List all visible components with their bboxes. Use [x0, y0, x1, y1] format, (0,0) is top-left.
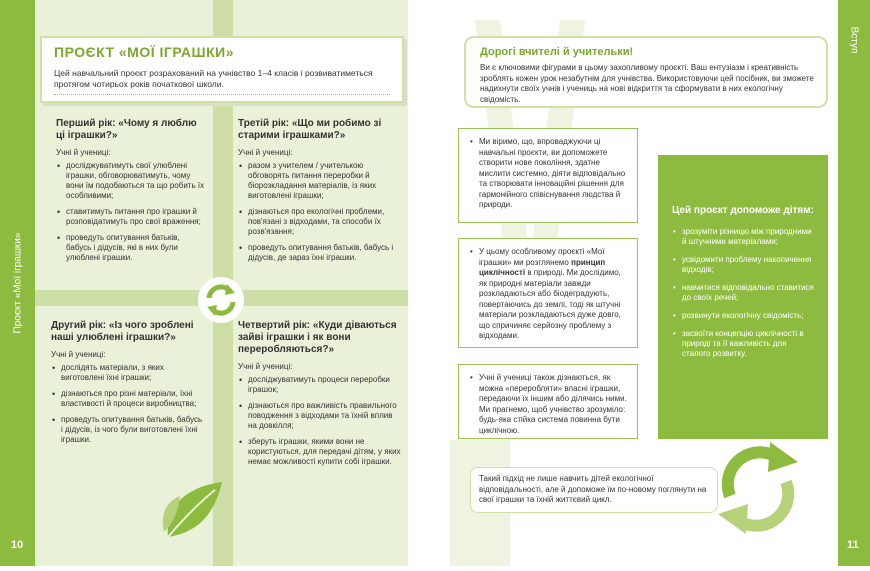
year-4-list [238, 375, 402, 467]
list-item: • проведуть опитування батьків, бабусь і дідусів, із чого були виготовлені їхні іграшки. [61, 415, 206, 445]
callout-cyclicity-post: в природі. Ми дослідимо, як природні матеріали завжди розкладаються або біодеградують, повертаючись до землі, тоді як штучні матеріали розкладаються дуже довго, що спричиняє серйозну проблему з відходами. [479, 268, 621, 340]
page-number-right: 11 [847, 539, 859, 551]
list-item: • дослідять матеріали, з яких виготовлені їхні іграшки; [61, 363, 206, 383]
list-item: • разом з учителем / учителькою обговорять питання переробки й біорозкладання матеріалів, із яких виготовлені іграшки; [248, 161, 400, 201]
callout-recycling [458, 364, 638, 439]
year-2-list [51, 363, 206, 445]
callout-recycling-text: • Учні й учениці також дізнаються, як можна «переробляти» власні іграшки, передаючи їх іншим або ділячись ними. Ми прагнемо, щоб учнівство зрозуміло: будь-яка стійка система повинна бути циклічною. [479, 373, 627, 436]
greeting-title: Дорогі вчителі й учительки! [480, 46, 634, 58]
year-1-list [56, 161, 206, 263]
help-title: Цей проєкт допоможе дітям: [672, 205, 814, 216]
year-4-sub: Учні й учениці: [238, 362, 293, 371]
list-item: • проведуть опитування батьків, бабусь і дідусів, де зараз їхні іграшки. [248, 243, 400, 263]
list-item: • розвинути екологічну свідомість; [682, 311, 814, 321]
callout-belief [458, 128, 638, 223]
project-title-box [40, 36, 404, 103]
year-4-heading: Четвертий рік: «Куди діваються зайві іграшки і як вони переробляються?» [238, 320, 397, 355]
year-2-heading: Другий рік: «Із чого зроблені наші улюблені іграшки?» [51, 320, 194, 343]
project-intro: Цей навчальний проєкт розрахований на учнівство 1–4 класів і розвиватиметься протягом чотирьох років початкової школи. [54, 68, 373, 89]
year-2-block [51, 320, 206, 451]
callout-cyclicity [458, 238, 638, 348]
year-3-block [238, 118, 400, 269]
list-item: • дізнаються про різні матеріали, їхні властивості й процеси виробництва; [61, 389, 206, 409]
right-side-label: Вступ [848, 26, 860, 54]
year-2-sub: Учні й учениці: [51, 350, 106, 359]
list-item: • засвоїти концепцію циклічності в природі та її важливість для сталого розвитку. [682, 329, 814, 359]
year-4-block [238, 320, 402, 473]
list-item: • зберуть іграшки, якими вони не користуються, для передачі дітям, у яких немає можливості купити собі іграшки. [248, 437, 402, 467]
list-item: • ставитимуть питання про іграшки й розповідатимуть про свої враження; [66, 207, 206, 227]
year-3-list [238, 161, 400, 263]
dotted-divider [54, 94, 390, 95]
list-item: • навчитися відповідально ставитися до своїх речей; [682, 283, 814, 303]
right-side-strip [838, 0, 870, 566]
help-panel [658, 155, 828, 439]
greeting-body: Ви є ключовими фігурами в цьому захопливому проєкті. Ваш ентузіазм і креативність зроблять кожен урок незабутнім для учнівства. Використовуючи цей посібник, ви зможете надихнути своїх учнів і учениць на нові відкриття та сформувати в них екологічну свідомість. [480, 63, 814, 104]
year-3-sub: Учні й учениці: [238, 148, 293, 157]
list-item: • досліджуватимуть процеси переробки іграшок; [248, 375, 402, 395]
greeting-box [464, 36, 828, 108]
left-side-strip [0, 0, 35, 566]
list-item: • дізнаються про важливість правильного поводження з відходами та їхній вплив на довкілля; [248, 401, 402, 431]
list-item: • досліджуватимуть свої улюблені іграшки, обговорюватимуть, чому вони їм подобаються та що робить їх особливими; [66, 161, 206, 201]
callout-cyclicity-bold: принцип циклічності [479, 257, 606, 277]
large-recycle-arrows-icon [708, 438, 806, 538]
year-1-block [56, 118, 206, 269]
list-item: • дізнаються про екологічні проблеми, пов'язані з відходами, та способи їх розв'язання; [248, 207, 400, 237]
callout-cyclicity-pre: У цьому особливому проєкті «Мої іграшки» ми розглянемо [479, 247, 605, 267]
leaf-icon [160, 462, 230, 542]
page-number-left: 10 [11, 539, 24, 551]
year-1-sub: Учні й учениці: [56, 148, 111, 157]
list-item: • усвідомити проблему накопичення відходів; [682, 255, 814, 275]
callout-recycling-list [469, 373, 627, 436]
callout-cyclicity-text [479, 247, 627, 342]
project-title: ПРОЄКТ «МОЇ ІГРАШКИ» [54, 44, 234, 60]
left-side-label: Проєкт «Мої іграшки» [12, 232, 23, 334]
callout-cyclicity-list [469, 247, 627, 342]
help-list [672, 227, 814, 359]
callout-belief-text: • Ми віримо, що, впроваджуючи ці навчальні проєкти, ви допоможете створити нове покоління, здатне мислити системно, діяти відповідально та створювати інноваційні рішення для гармонійного співіснування людства й природи. [479, 137, 627, 211]
recycle-arrows-icon [197, 276, 245, 324]
year-3-heading: Третій рік: «Що ми робимо зі старими іграшками?» [238, 118, 382, 141]
callout-belief-list [469, 137, 627, 211]
bottom-note: Такий підхід не лише навчить дітей екологічної відповідальності, але й допоможе їм по-новому поглянути на свої іграшки та їхній життєвий цикл. [470, 467, 718, 513]
list-item: • зрозуміти різницю між природними й штучними матеріалами; [682, 227, 814, 247]
list-item: • проведуть опитування батьків, бабусь і дідусів, які в них були улюблені іграшки. [66, 233, 206, 263]
year-1-heading: Перший рік: «Чому я люблю ці іграшки?» [56, 118, 197, 141]
